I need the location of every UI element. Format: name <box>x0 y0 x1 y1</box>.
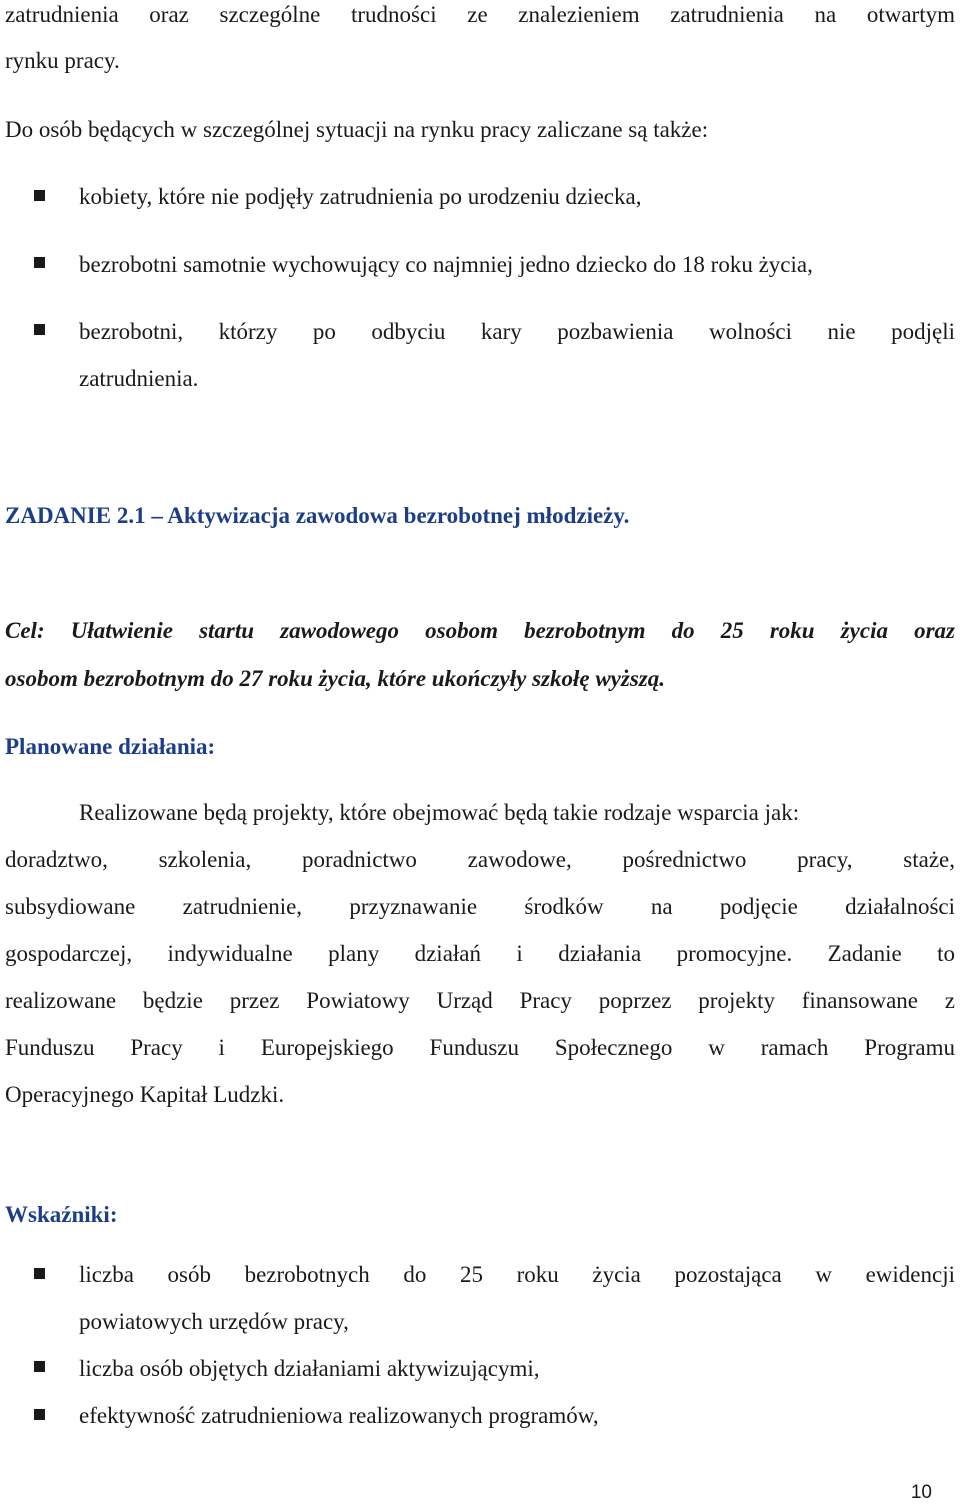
indicator-item-continuation: powiatowych urzędów pracy, <box>79 1309 349 1334</box>
bullet-icon <box>34 1268 45 1279</box>
indicator-item: liczba osób bezrobotnych do 25 roku życia pozostająca w ewidencji <box>79 1262 955 1287</box>
list-item: kobiety, które nie podjęły zatrudnienia po urodzeniu dziecka, <box>79 184 642 209</box>
special-situation-lead: Do osób będących w szczególnej sytuacji na rynku pracy zaliczane są także: <box>5 117 709 142</box>
bullet-icon <box>34 190 45 201</box>
bullet-icon <box>34 1409 45 1420</box>
task-title: ZADANIE 2.1 – Aktywizacja zawodowa bezrobotnej młodzieży. <box>5 503 630 528</box>
indicator-item: efektywność zatrudnieniowa realizowanych programów, <box>79 1403 599 1428</box>
page-number: 10 <box>910 1482 932 1503</box>
planned-line: Funduszu Pracy i Europejskiego Funduszu Społecznego w ramach Programu <box>5 1035 955 1060</box>
bullet-icon <box>34 1361 45 1372</box>
planned-actions-heading: Planowane działania: <box>5 734 216 759</box>
indicators-heading: Wskaźniki: <box>5 1202 118 1227</box>
indicator-item: liczba osób objętych działaniami aktywizującymi, <box>79 1356 540 1381</box>
planned-line: realizowane będzie przez Powiatowy Urząd Pracy poprzez projekty finansowane z <box>5 988 955 1013</box>
planned-line: subsydiowane zatrudnienie, przyznawanie środków na podjęcie działalności <box>5 894 955 919</box>
bullet-icon <box>34 324 45 335</box>
planned-line: Operacyjnego Kapitał Ludzki. <box>5 1082 285 1107</box>
list-item: bezrobotni, którzy po odbyciu kary pozbawienia wolności nie podjęli <box>79 319 955 344</box>
planned-line: doradztwo, szkolenia, poradnictwo zawodowe, pośrednictwo pracy, staże, <box>5 847 955 872</box>
list-item: bezrobotni samotnie wychowujący co najmniej jedno dziecko do 18 roku życia, <box>79 252 813 277</box>
intro-line-2: rynku pracy. <box>5 48 120 73</box>
planned-line: gospodarczej, indywidualne plany działań i działania promocyjne. Zadanie to <box>5 941 955 966</box>
list-item-continuation: zatrudnienia. <box>79 366 199 391</box>
task-goal-line-2: osobom bezrobotnym do 27 roku życia, które ukończyły szkołę wyższą. <box>5 666 665 691</box>
task-goal-line-1: Cel: Ułatwienie startu zawodowego osobom bezrobotnym do 25 roku życia oraz <box>5 618 955 643</box>
planned-line: Realizowane będą projekty, które obejmować będą takie rodzaje wsparcia jak: <box>79 800 800 825</box>
intro-line-1: zatrudnienia oraz szczególne trudności ze znalezieniem zatrudnienia na otwartym <box>5 2 955 27</box>
bullet-icon <box>34 257 45 268</box>
